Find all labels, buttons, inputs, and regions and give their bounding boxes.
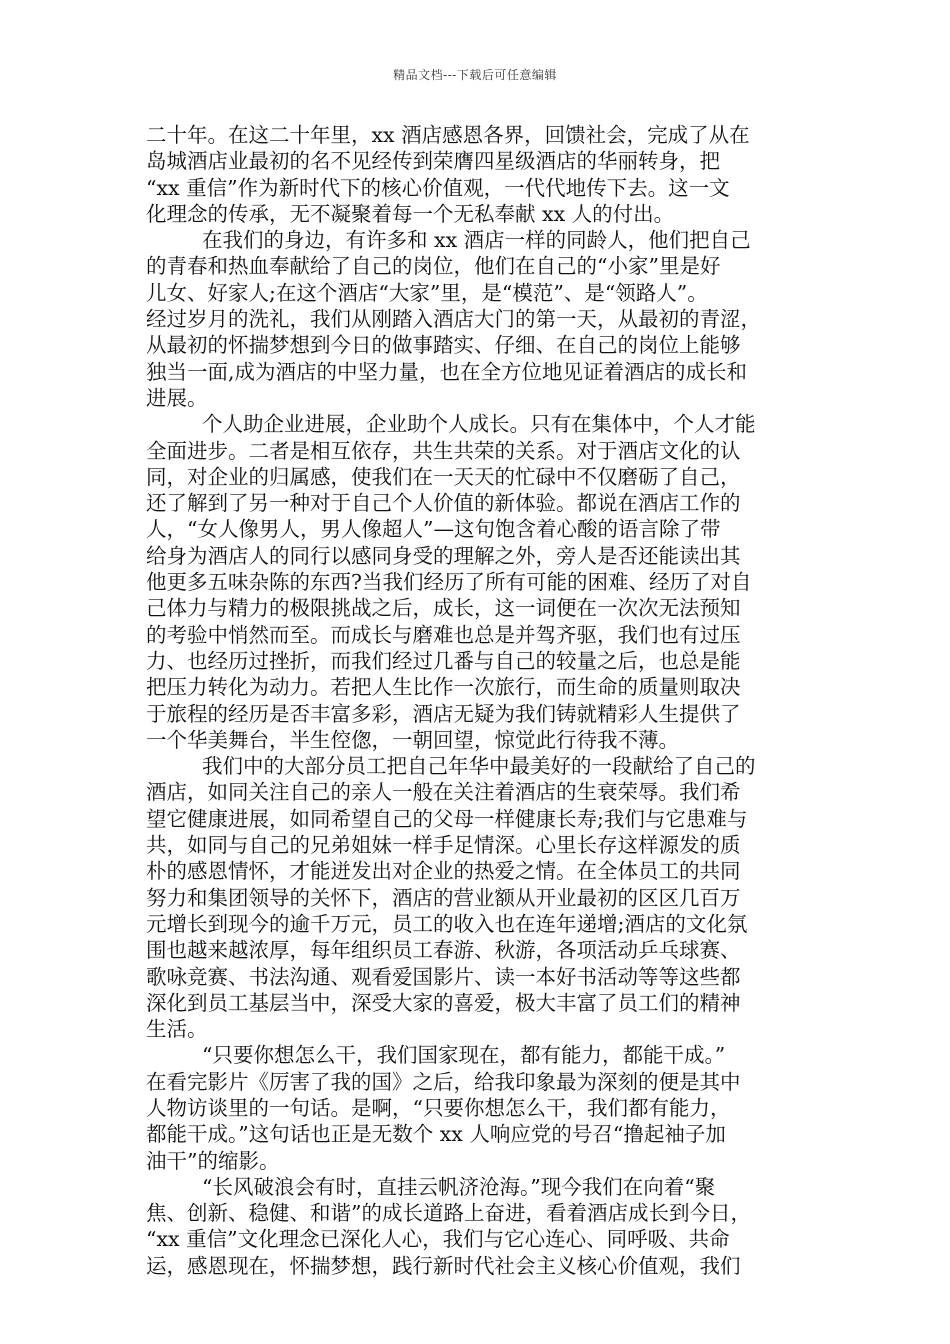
text-line: 都能干成。”这句话也正是无数个 xx 人响应党的号召“撸起袖子加 [146, 1122, 726, 1147]
text-line: 运，感恩现在，怀揣梦想，践行新时代社会主义核心价值观，我们 [146, 1253, 741, 1278]
text-line: “xx 重信”作为新时代下的核心价值观，一代代地传下去。这一文 [146, 175, 730, 200]
paragraph [146, 1174, 814, 1279]
text-line: 元增长到现今的逾千万元，员工的收入也在连年递增;酒店的文化氛 [146, 911, 748, 936]
text-line: 努力和集团领导的关怀下，酒店的营业额从开业最初的区区几百万 [146, 885, 741, 910]
text-line: 朴的感恩情怀，才能迸发出对企业的热爱之情。在全体员工的共同 [146, 859, 741, 884]
text-line: 独当一面,成为酒店的中坚力量，也在全方位地见证着酒店的成长和 [146, 359, 748, 384]
text-line: 焦、创新、稳健、和谐”的成长道路上奋进，看着酒店成长到今日， [146, 1201, 751, 1226]
text-line: 深化到员工基层当中，深受大家的喜爱，极大丰富了员工们的精神 [146, 990, 741, 1015]
paragraph [146, 411, 814, 753]
paragraph [146, 227, 814, 411]
text-line: 在我们的身边，有许多和 xx 酒店一样的同龄人，他们把自己 [202, 228, 751, 253]
text-line: 进展。 [146, 385, 208, 410]
text-line: 望它健康进展，如同希望自己的父母一样健康长寿;我们与它患难与 [146, 806, 748, 831]
text-line: 于旅程的经历是否丰富多彩，酒店无疑为我们铸就精彩人生提供了 [146, 701, 741, 726]
text-line: 他更多五味杂陈的东西?当我们经历了所有可能的困难、经历了对自 [146, 570, 752, 595]
paragraph [146, 122, 814, 227]
text-line: “xx 重信”文化理念已深化人心，我们与它心连心、同呼吸、共命 [146, 1227, 730, 1252]
text-line: 人物访谈里的一句话。是啊，“只要你想怎么干，我们都有能力， [146, 1095, 731, 1120]
page-header: 精品文档---下载后可任意编辑 [393, 68, 557, 82]
text-line: 从最初的怀揣梦想到今日的做事踏实、仔细、在自己的岗位上能够 [146, 333, 741, 358]
text-line: 给身为酒店人的同行以感同身受的理解之外，旁人是否还能读出其 [146, 543, 741, 568]
text-line: 力、也经历过挫折，而我们经过几番与自己的较量之后，也总是能 [146, 648, 741, 673]
text-line: 油干”的缩影。 [146, 1148, 280, 1173]
text-line: 把压力转化为动力。若把人生比作一次旅行，而生命的质量则取决 [146, 675, 741, 700]
text-line: 一个华美舞台，半生倥偬，一朝回望，惊觉此行待我不薄。 [146, 727, 679, 752]
text-line: 还了解到了另一种对于自己个人价值的新体验。都说在酒店工作的 [146, 491, 741, 516]
text-line: 的考验中悄然而至。而成长与磨难也总是并驾齐驱，我们也有过压 [146, 622, 741, 647]
text-line: 化理念的传承，无不凝聚着每一个无私奉献 xx 人的付出。 [146, 201, 675, 226]
text-line: “只要你想怎么干，我们国家现在，都有能力，都能干成。” [202, 1043, 726, 1068]
text-line: 我们中的大部分员工把自己年华中最美好的一段献给了自己的 [202, 754, 756, 779]
text-line: 酒店，如同关注自己的亲人一般在关注着酒店的生衰荣辱。我们希 [146, 780, 741, 805]
paragraph [146, 753, 814, 1042]
text-line: 同，对企业的归属感，使我们在一天天的忙碌中不仅磨砺了自己， [146, 464, 741, 489]
text-line: 儿女、好家人;在这个酒店“大家”里，是“模范”、是“领路人”。 [146, 280, 708, 305]
document-body [146, 122, 814, 1279]
text-line: 共，如同与自己的兄弟姐妹一样手足情深。心里长存这样源发的质 [146, 833, 741, 858]
text-line: 围也越来越浓厚，每年组织员工春游、秋游，各项活动乒乓球赛、 [146, 938, 741, 963]
text-line: 歌咏竞赛、书法沟通、观看爱国影片、读一本好书活动等等这些都 [146, 964, 741, 989]
paragraph [146, 1042, 814, 1173]
text-line: 全面进步。二者是相互依存，共生共荣的关系。对于酒店文化的认 [146, 438, 741, 463]
text-line: 人，“女人像男人，男人像超人”—这句饱含着心酸的语言除了带 [146, 517, 721, 542]
text-line: 岛城酒店业最初的名不见经传到荣膺四星级酒店的华丽转身，把 [146, 149, 720, 174]
text-line: 个人助企业进展，企业助个人成长。只有在集体中，个人才能 [202, 412, 756, 437]
text-line: 己体力与精力的极限挑战之后，成长，这一词便在一次次无法预知 [146, 596, 741, 621]
text-line: 生活。 [146, 1017, 208, 1042]
text-line: 二十年。在这二十年里，xx 酒店感恩各界，回馈社会，完成了从在 [146, 123, 750, 147]
text-line: 在看完影片《厉害了我的国》之后，给我印象最为深刻的便是其中 [146, 1069, 741, 1094]
text-line: “长风破浪会有时，直挂云帆济沧海。”现今我们在向着“聚 [202, 1174, 716, 1199]
text-line: 的青春和热血奉献给了自己的岗位，他们在自己的“小家”里是好 [146, 254, 721, 279]
text-line: 经过岁月的洗礼，我们从刚踏入酒店大门的第一天，从最初的青涩， [146, 307, 761, 332]
